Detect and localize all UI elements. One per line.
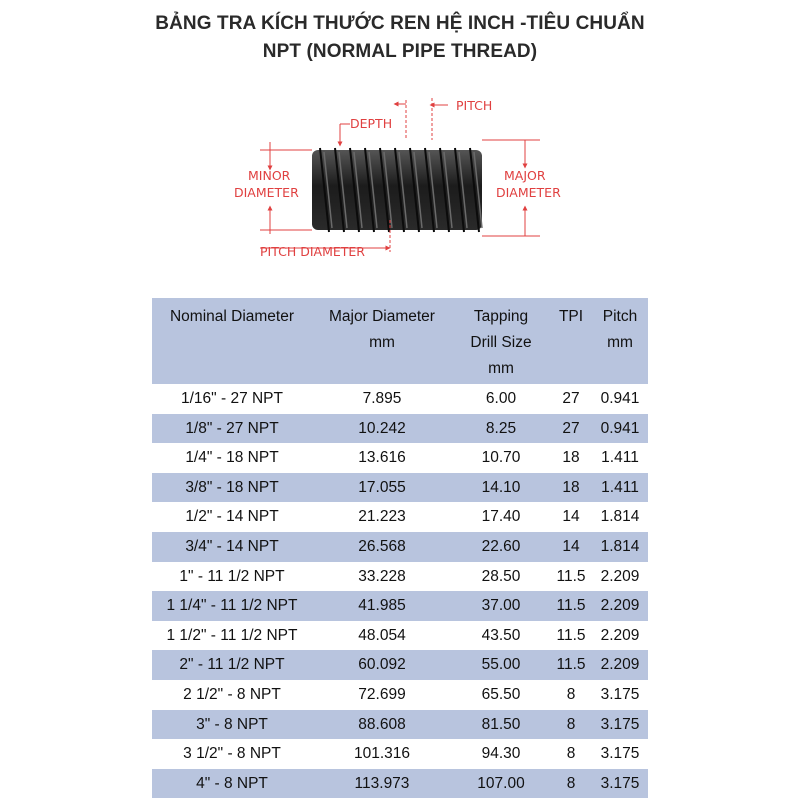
major-diameter-cell: 13.616 bbox=[358, 449, 406, 467]
page-title bbox=[0, 10, 800, 66]
tapping-drill-size-cell: 55.00 bbox=[452, 650, 550, 680]
pitch-cell: 1.411 bbox=[592, 473, 648, 503]
header-major-diameter: Major Diameter mm bbox=[312, 298, 452, 384]
table-row bbox=[152, 739, 648, 769]
tapping-drill-size-cell: 14.10 bbox=[452, 473, 550, 503]
tapping-drill-size-cell: 81.50 bbox=[452, 710, 550, 740]
tpi-cell: 11.5 bbox=[556, 626, 586, 644]
table-row bbox=[152, 502, 648, 532]
table-row bbox=[152, 384, 648, 414]
nominal-diameter-cell: 2" - 11 1/2 NPT bbox=[152, 650, 312, 680]
nominal-diameter-cell: 1/8" - 27 NPT bbox=[152, 414, 312, 444]
nominal-diameter-cell: 1" - 11 1/2 NPT bbox=[179, 567, 285, 585]
table-row bbox=[152, 769, 648, 799]
tpi-cell: 27 bbox=[562, 390, 580, 407]
major-diameter-cell: 60.092 bbox=[312, 650, 452, 680]
nominal-diameter-cell: 3 1/2" - 8 NPT bbox=[183, 745, 281, 763]
major-diameter-cell: 48.054 bbox=[358, 626, 406, 644]
table-header-row bbox=[152, 298, 648, 384]
pitch-cell: 3.175 bbox=[592, 710, 648, 740]
depth-label: DEPTH bbox=[350, 116, 393, 131]
table-row bbox=[152, 710, 648, 740]
header-tpi: TPI bbox=[550, 298, 592, 384]
pitch-label: PITCH bbox=[456, 98, 493, 113]
header-nominal-diameter: Nominal Diameter bbox=[152, 298, 312, 384]
tapping-drill-size-cell: 107.00 bbox=[452, 769, 550, 799]
major-diameter-cell: 72.699 bbox=[358, 685, 406, 703]
nominal-diameter-cell: 1/4" - 18 NPT bbox=[185, 449, 279, 467]
pitch-cell: 1.411 bbox=[601, 449, 639, 467]
title-line-1: BẢNG TRA KÍCH THƯỚC REN HỆ INCH -TIÊU CHUẨN bbox=[155, 13, 645, 34]
major-diameter-cell: 41.985 bbox=[312, 591, 452, 621]
table-row bbox=[152, 414, 648, 444]
table-row bbox=[152, 650, 648, 680]
minor-diameter-label-1: MINOR bbox=[248, 168, 291, 183]
pitch-diameter-label: PITCH DIAMETER bbox=[260, 244, 365, 259]
tpi-cell: 8 bbox=[550, 769, 592, 799]
table-row bbox=[152, 443, 648, 473]
nominal-diameter-cell: 1/16" - 27 NPT bbox=[181, 390, 283, 407]
pitch-cell: 3.175 bbox=[600, 685, 640, 703]
nominal-diameter-cell: 3" - 8 NPT bbox=[152, 710, 312, 740]
major-diameter-cell: 26.568 bbox=[312, 532, 452, 562]
major-diameter-cell: 101.316 bbox=[353, 745, 411, 763]
tpi-cell: 8 bbox=[550, 710, 592, 740]
pitch-cell: 2.209 bbox=[592, 591, 648, 621]
tpi-cell: 14 bbox=[562, 508, 580, 526]
tpi-cell: 27 bbox=[550, 414, 592, 444]
header-pitch: Pitch mm bbox=[592, 298, 648, 384]
pitch-cell: 2.209 bbox=[600, 626, 640, 644]
nominal-diameter-cell: 1 1/4" - 11 1/2 NPT bbox=[152, 591, 312, 621]
tpi-cell: 14 bbox=[550, 532, 592, 562]
tapping-drill-size-cell: 65.50 bbox=[481, 685, 521, 703]
pitch-cell: 0.941 bbox=[592, 414, 648, 444]
nominal-diameter-cell: 1/2" - 14 NPT bbox=[185, 508, 279, 526]
tapping-drill-size-cell: 43.50 bbox=[481, 626, 521, 644]
nominal-diameter-cell: 1 1/2" - 11 1/2 NPT bbox=[166, 626, 298, 644]
tapping-drill-size-cell: 10.70 bbox=[481, 449, 521, 467]
nominal-diameter-cell: 3/8" - 18 NPT bbox=[152, 473, 312, 503]
pitch-cell: 1.814 bbox=[592, 532, 648, 562]
table-row bbox=[152, 621, 648, 651]
tpi-cell: 11.5 bbox=[550, 591, 592, 621]
tapping-drill-size-cell: 94.30 bbox=[481, 745, 521, 763]
nominal-diameter-cell: 3/4" - 14 NPT bbox=[152, 532, 312, 562]
tpi-cell: 11.5 bbox=[556, 567, 586, 585]
tapping-drill-size-cell: 28.50 bbox=[481, 567, 521, 585]
title-line-2: NPT (NORMAL PIPE THREAD) bbox=[262, 41, 538, 62]
tapping-drill-size-cell: 22.60 bbox=[452, 532, 550, 562]
pitch-cell: 2.209 bbox=[600, 567, 640, 585]
pitch-cell: 2.209 bbox=[592, 650, 648, 680]
table-row bbox=[152, 591, 648, 621]
header-tapping-drill-size: Tapping Drill Size mm bbox=[452, 298, 550, 384]
major-diameter-cell: 21.223 bbox=[358, 508, 406, 526]
tpi-cell: 8 bbox=[566, 745, 576, 763]
nominal-diameter-cell: 2 1/2" - 8 NPT bbox=[183, 685, 281, 703]
major-diameter-cell: 33.228 bbox=[358, 567, 406, 585]
tapping-drill-size-cell: 6.00 bbox=[485, 390, 517, 407]
tapping-drill-size-cell: 37.00 bbox=[452, 591, 550, 621]
tpi-cell: 11.5 bbox=[550, 650, 592, 680]
table-row bbox=[152, 680, 648, 710]
tpi-cell: 18 bbox=[562, 449, 580, 467]
pitch-cell: 1.814 bbox=[600, 508, 640, 526]
pitch-cell: 0.941 bbox=[600, 390, 640, 407]
tapping-drill-size-cell: 8.25 bbox=[452, 414, 550, 444]
npt-thread-table bbox=[152, 298, 648, 798]
major-diameter-label-2: DIAMETER bbox=[496, 185, 561, 200]
major-diameter-cell: 113.973 bbox=[312, 769, 452, 799]
major-diameter-cell: 7.895 bbox=[362, 390, 402, 407]
major-diameter-label-1: MAJOR bbox=[504, 168, 546, 183]
minor-diameter-label-2: DIAMETER bbox=[234, 185, 299, 200]
table-row bbox=[152, 473, 648, 503]
nominal-diameter-cell: 4" - 8 NPT bbox=[152, 769, 312, 799]
pitch-cell: 3.175 bbox=[600, 745, 640, 763]
major-diameter-cell: 88.608 bbox=[312, 710, 452, 740]
major-diameter-cell: 17.055 bbox=[312, 473, 452, 503]
table-row bbox=[152, 532, 648, 562]
major-diameter-cell: 10.242 bbox=[312, 414, 452, 444]
thread-diagram-svg bbox=[220, 90, 580, 265]
thread-body bbox=[312, 148, 482, 232]
pitch-cell: 3.175 bbox=[592, 769, 648, 799]
thread-diagram bbox=[220, 90, 580, 265]
tpi-cell: 8 bbox=[566, 685, 576, 703]
tapping-drill-size-cell: 17.40 bbox=[481, 508, 521, 526]
tpi-cell: 18 bbox=[550, 473, 592, 503]
table-row bbox=[152, 562, 648, 592]
